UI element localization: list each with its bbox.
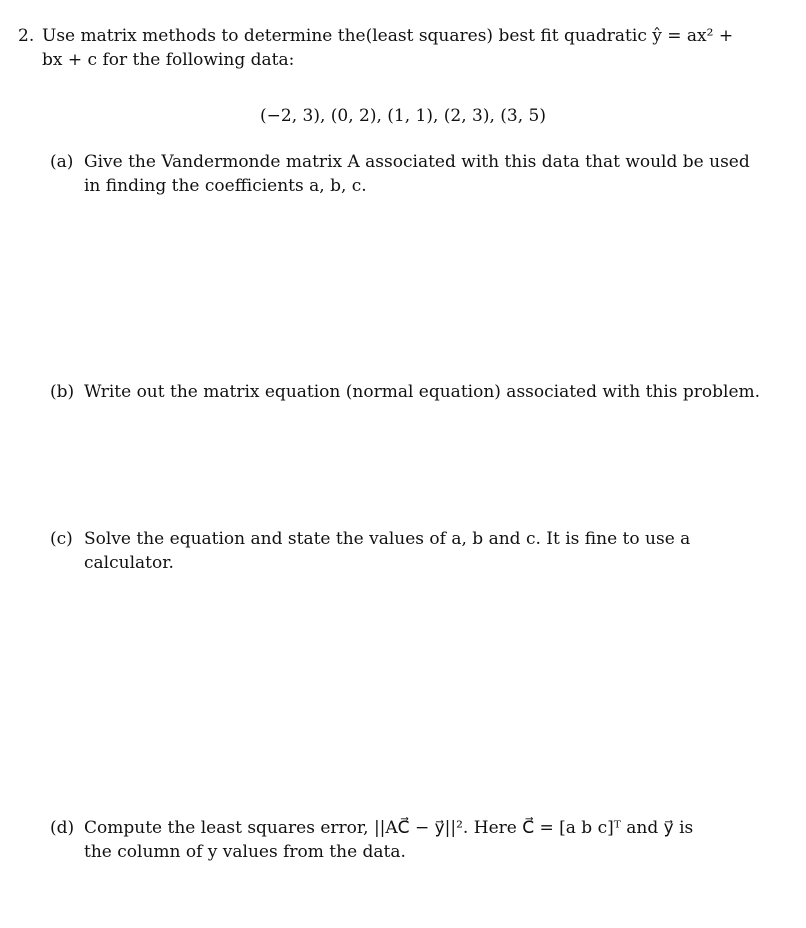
part-b-label: (b) bbox=[50, 382, 75, 402]
part-d bbox=[50, 816, 750, 864]
part-b-text-1: Write out the matrix equation (normal equation) associated with this problem. bbox=[84, 382, 761, 402]
part-c bbox=[50, 527, 750, 575]
part-a-text-1: Give the Vandermonde matrix A associated with this data that would be used bbox=[84, 152, 750, 172]
problem-stem-line-2: bx + c for the following data: bbox=[42, 50, 295, 70]
part-c-text-1: Solve the equation and state the values of a, b and c. It is fine to use a bbox=[84, 529, 691, 549]
part-b bbox=[50, 380, 761, 404]
problem-stem-line-1 bbox=[18, 24, 788, 48]
part-d-label: (d) bbox=[50, 818, 75, 838]
part-d-text-1: Compute the least squares error, ||AC⃗ − y⃗||². Here C⃗ = [a b c]ᵀ and y⃗ is bbox=[84, 818, 694, 838]
problem-number: 2. bbox=[18, 26, 35, 46]
part-a bbox=[50, 150, 750, 198]
problem-2 bbox=[18, 24, 788, 72]
part-c-label: (c) bbox=[50, 529, 73, 549]
part-c-text-2: calculator. bbox=[84, 553, 174, 573]
part-a-label: (a) bbox=[50, 152, 74, 172]
data-points: (−2, 3), (0, 2), (1, 1), (2, 3), (3, 5) bbox=[260, 106, 546, 126]
problem-stem-text-1: Use matrix methods to determine the(least squares) best fit quadratic ŷ = ax² + bbox=[42, 26, 734, 46]
part-d-text-2: the column of y values from the data. bbox=[84, 842, 406, 862]
part-a-text-2: in finding the coefficients a, b, c. bbox=[84, 176, 367, 196]
